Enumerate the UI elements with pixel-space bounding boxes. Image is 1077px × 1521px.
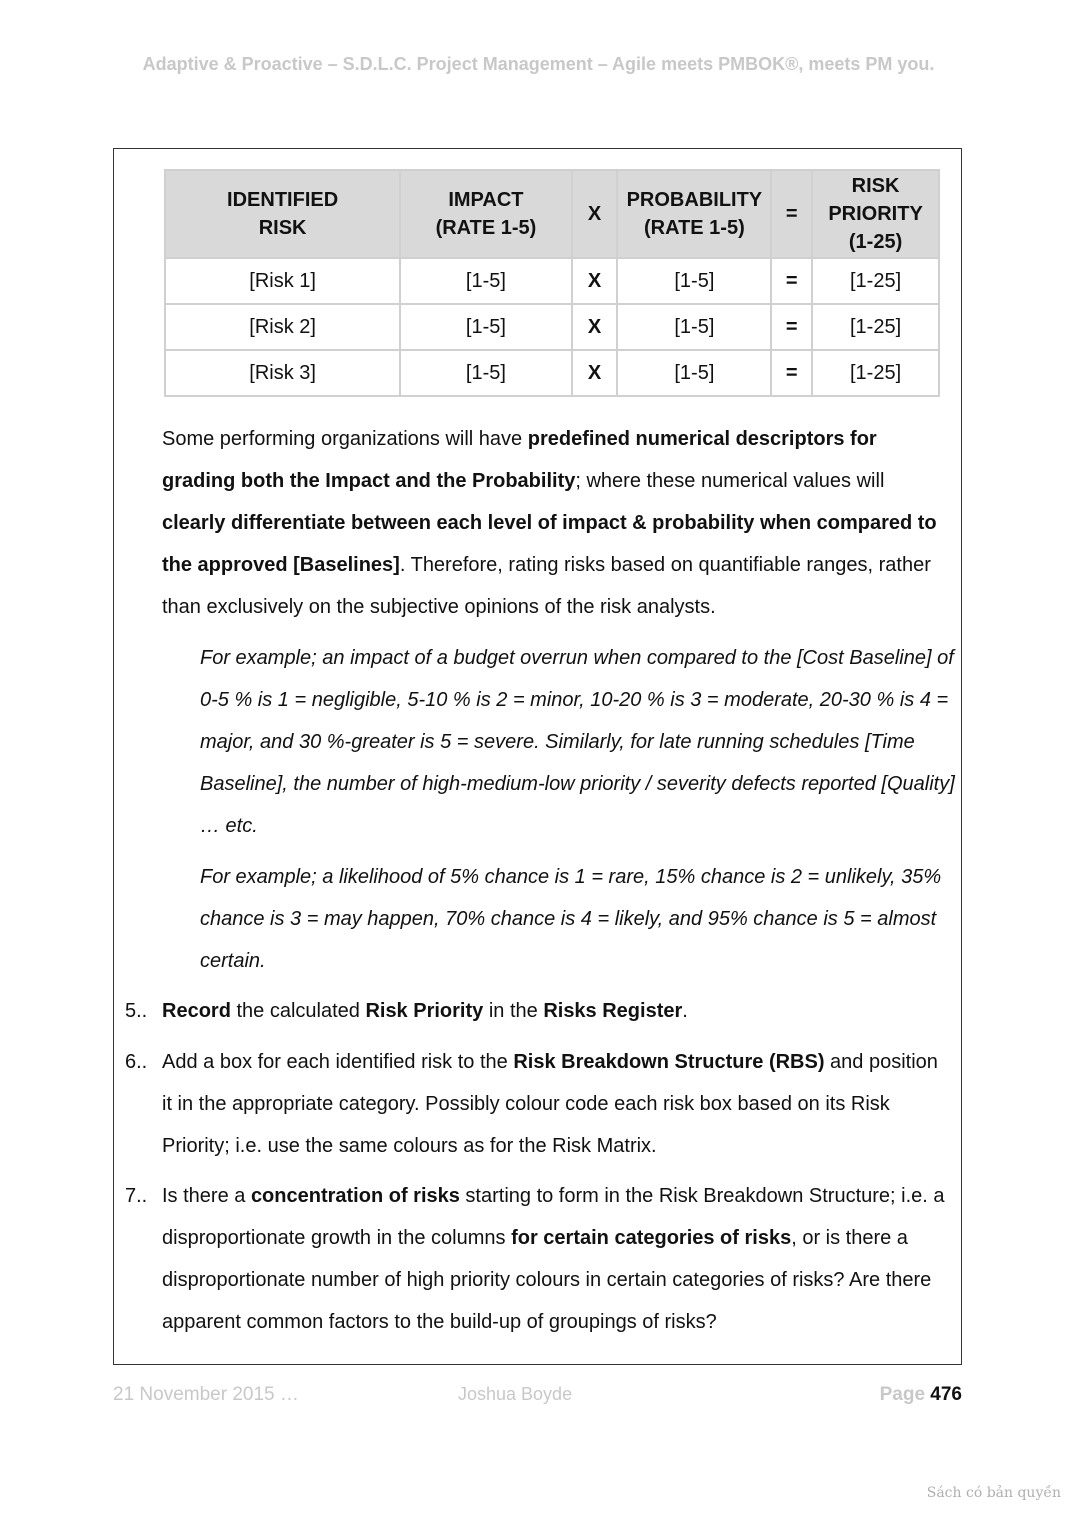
cell-times: X xyxy=(572,350,618,396)
cell-probability: [1-5] xyxy=(617,350,771,396)
cell-equals: = xyxy=(771,258,812,304)
list-number: 6.. xyxy=(125,1051,148,1073)
risk-priority-table xyxy=(164,169,940,397)
cell-times: X xyxy=(572,304,618,350)
cell-priority: [1-25] xyxy=(812,350,939,396)
example-likelihood-paragraph: For example; a likelihood of 5% chance is 1 = rare, 15% chance is 2 = unlikely, 35% chance is 3 = may happen, 70% chance is 4 = likely, and 95% chance is 5 = almost certain. xyxy=(200,866,942,972)
header-risk-priority: RISK PRIORITY (1-25) xyxy=(812,170,939,258)
footer-author: Joshua Boyde xyxy=(458,1384,573,1404)
list-text: Record the calculated Risk Priority in the Risks Register. xyxy=(162,1000,688,1022)
header-probability: PROBABILITY (RATE 1-5) xyxy=(617,170,771,258)
cell-impact: [1-5] xyxy=(400,350,571,396)
list-number: 5.. xyxy=(125,1000,148,1022)
header-identified-risk: IDENTIFIED RISK xyxy=(165,170,400,258)
list-text: Is there a concentration of risks starting to form in the Risk Breakdown Structure; i.e. a disproportionate growth in the columns for certain categories of risks, or is there a disproportionate number of high priority colours in certain categories of risks? Are there apparent common factors to the build-up of groupings of risks? xyxy=(162,1185,945,1333)
cell-probability: [1-5] xyxy=(617,304,771,350)
example-impact-paragraph: For example; an impact of a budget overrun when compared to the [Cost Baseline] of 0-5 % is 1 = negligible, 5-10 % is 2 = minor, 10-20 % is 3 = moderate, 20-30 % is 4 = major, and 30 %-greater is 5 = severe. Similarly, for late running schedules [Time Baseline], the number of high-medium-low priority / severity defects reported [Quality] … etc. xyxy=(200,647,955,837)
cell-probability: [1-5] xyxy=(617,258,771,304)
table-row xyxy=(165,304,939,350)
cell-impact: [1-5] xyxy=(400,304,571,350)
running-header: Adaptive & Proactive – S.D.L.C. Project Management – Agile meets PMBOK®, meets PM you. xyxy=(142,54,935,74)
paragraph-numerical-descriptors: Some performing organizations will have predefined numerical descriptors for grading both the Impact and the Probability; where these numerical values will clearly differentiate between each level of impact & probability when compared to the approved [Baselines]. Therefore, rating risks based on quantifiable ranges, rather than exclusively on the subjective opinions of the risk analysts. xyxy=(162,428,937,618)
list-number: 7.. xyxy=(125,1185,148,1207)
footer-page: Page 476 xyxy=(879,1384,962,1405)
page-number: 476 xyxy=(930,1384,962,1405)
cell-risk: [Risk 1] xyxy=(165,258,400,304)
cell-times: X xyxy=(572,258,618,304)
cell-priority: [1-25] xyxy=(812,258,939,304)
header-equals: = xyxy=(771,170,812,258)
list-text: Add a box for each identified risk to the Risk Breakdown Structure (RBS) and position it in the appropriate category. Possibly colour code each risk box based on its Risk Priority; i.e. use the same colours as for the Risk Matrix. xyxy=(162,1051,938,1157)
cell-risk: [Risk 3] xyxy=(165,350,400,396)
cell-equals: = xyxy=(771,350,812,396)
cell-impact: [1-5] xyxy=(400,258,571,304)
table-header-row xyxy=(165,170,939,258)
header-times: X xyxy=(572,170,618,258)
cell-equals: = xyxy=(771,304,812,350)
copyright-watermark: Sách có bản quyền xyxy=(926,1485,1061,1501)
table-row xyxy=(165,350,939,396)
cell-priority: [1-25] xyxy=(812,304,939,350)
cell-risk: [Risk 2] xyxy=(165,304,400,350)
table-row xyxy=(165,258,939,304)
header-impact: IMPACT (RATE 1-5) xyxy=(400,170,571,258)
footer-date: 21 November 2015 … xyxy=(113,1384,299,1405)
